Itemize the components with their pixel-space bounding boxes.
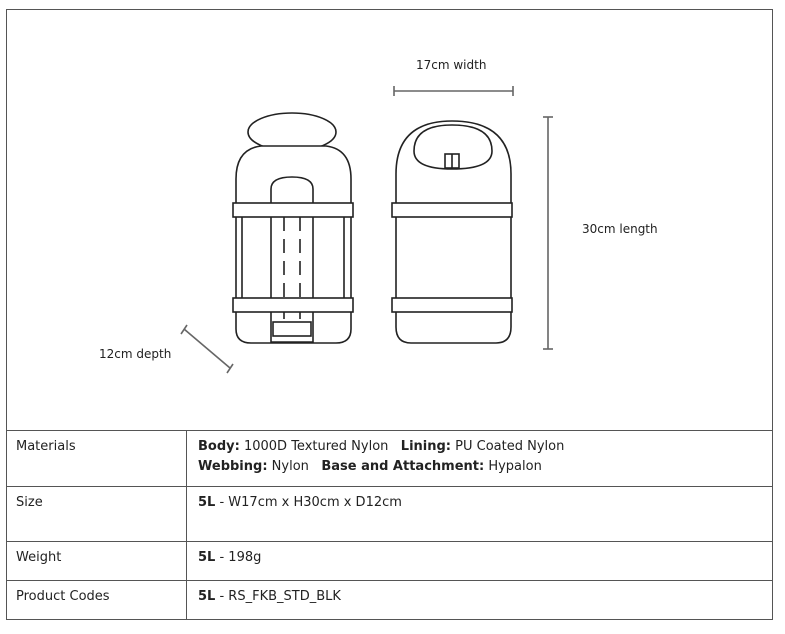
spec-value bbox=[198, 548, 261, 568]
length-dimension-line bbox=[543, 117, 553, 349]
base-key: Base and Attachment: bbox=[321, 459, 485, 474]
body-key: Body: bbox=[198, 439, 240, 454]
materials-line-1 bbox=[198, 437, 564, 457]
width-label: 17cm width bbox=[416, 58, 487, 72]
product-diagram bbox=[6, 9, 773, 430]
size-key: 5L bbox=[198, 495, 216, 510]
dry-bag-drawing bbox=[6, 9, 773, 430]
width-dimension-line bbox=[394, 86, 513, 96]
base-value: Hypalon bbox=[488, 459, 542, 474]
spec-row-size bbox=[6, 486, 773, 541]
weight-key: 5L bbox=[198, 550, 216, 565]
bag-front-view bbox=[392, 121, 512, 343]
spec-label: Size bbox=[16, 495, 43, 510]
codes-key: 5L bbox=[198, 589, 216, 604]
spec-row-weight bbox=[6, 541, 773, 580]
body-value: 1000D Textured Nylon bbox=[243, 439, 389, 454]
materials-line-2 bbox=[198, 457, 564, 477]
lining-key: Lining: bbox=[400, 439, 452, 454]
webbing-key: Webbing: bbox=[198, 459, 268, 474]
bag-back-view bbox=[233, 113, 353, 343]
length-label: 30cm length bbox=[582, 222, 658, 236]
spec-value bbox=[198, 587, 341, 607]
spec-label: Materials bbox=[16, 439, 76, 454]
spec-value bbox=[198, 493, 402, 513]
depth-dimension-line bbox=[181, 325, 233, 373]
spec-row-materials bbox=[6, 430, 773, 486]
webbing-value: Nylon bbox=[271, 459, 309, 474]
spec-value bbox=[198, 437, 564, 477]
depth-label: 12cm depth bbox=[99, 347, 172, 361]
spec-label: Weight bbox=[16, 550, 62, 565]
spec-row-product-codes bbox=[6, 580, 773, 620]
spec-label: Product Codes bbox=[16, 589, 110, 604]
size-value: - W17cm x H30cm x D12cm bbox=[219, 495, 402, 510]
lining-value: PU Coated Nylon bbox=[455, 439, 565, 454]
codes-value: - RS_FKB_STD_BLK bbox=[219, 589, 341, 604]
weight-value: - 198g bbox=[219, 550, 262, 565]
